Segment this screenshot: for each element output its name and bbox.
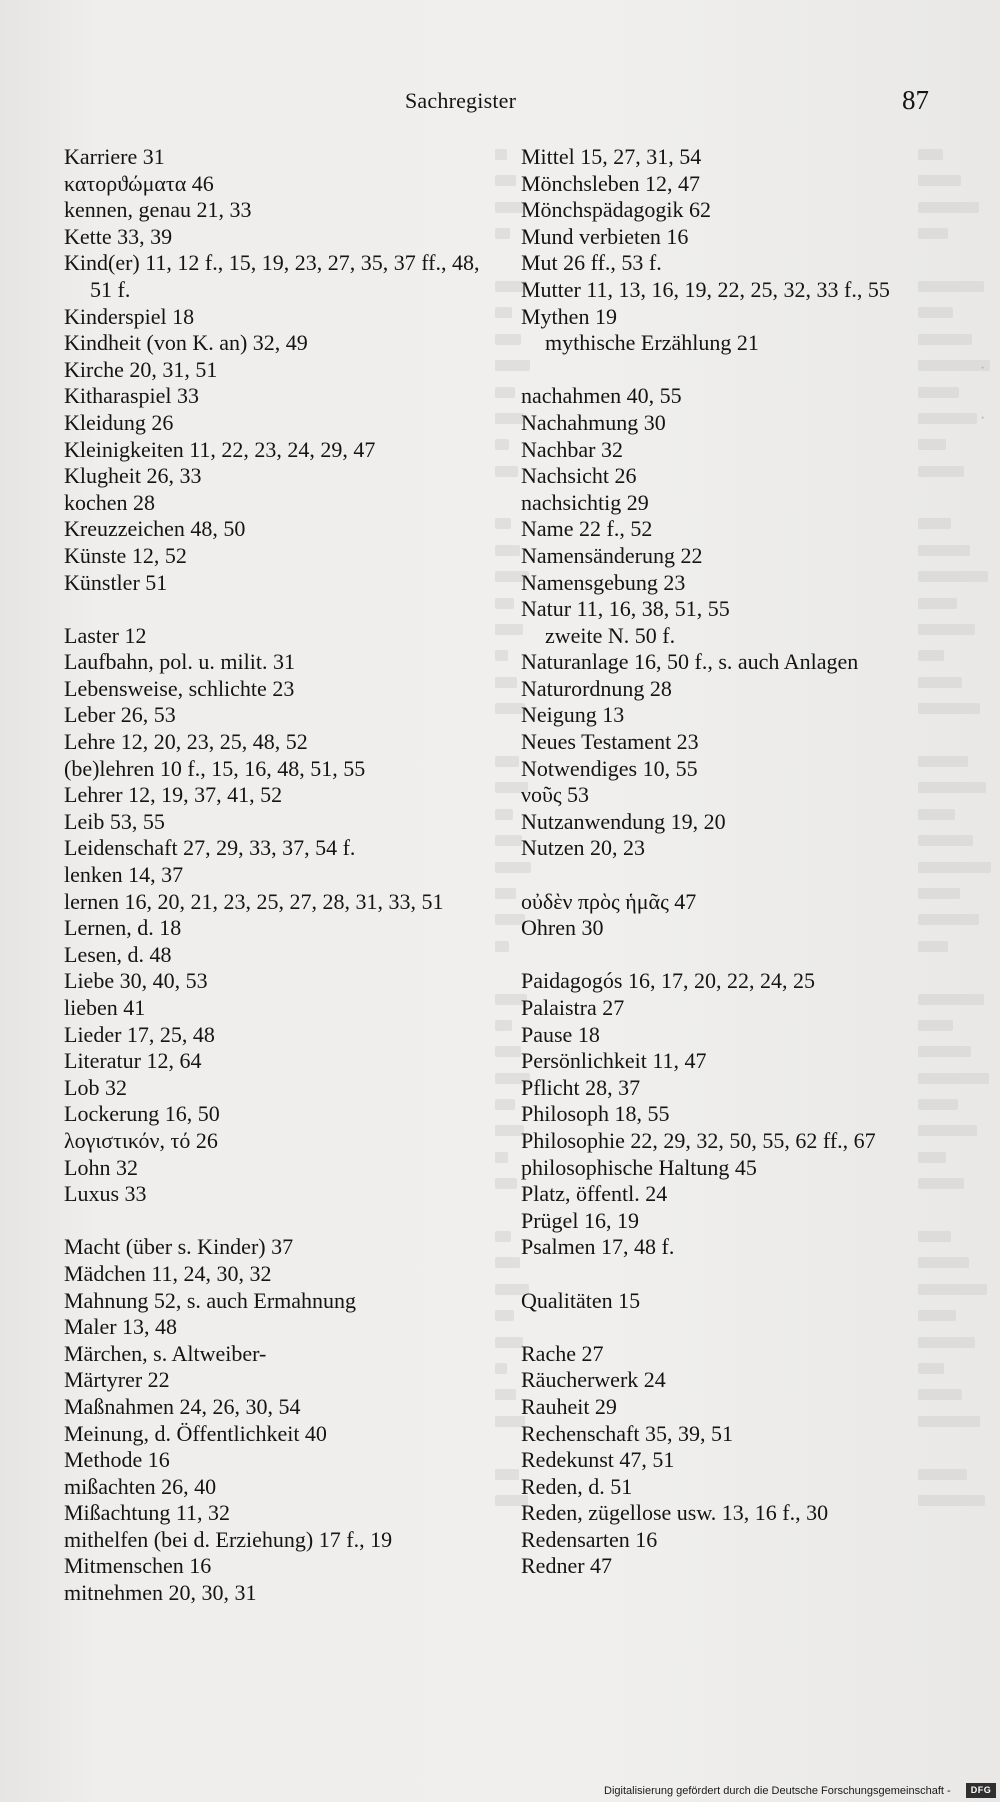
index-entry: Kindheit (von K. an) 32, 49 bbox=[64, 330, 308, 356]
index-entry: Redner 47 bbox=[521, 1553, 613, 1579]
index-entry: mithelfen (bei d. Erziehung) 17 f., 19 bbox=[64, 1526, 393, 1552]
index-entry: Lernen, d. 18 bbox=[64, 915, 182, 941]
index-entry: Redensarten 16 bbox=[521, 1526, 658, 1552]
index-entry: (be)lehren 10 f., 15, 16, 48, 51, 55 bbox=[64, 755, 366, 781]
index-entry: Kirche 20, 31, 51 bbox=[64, 356, 218, 382]
index-entry: Redekunst 47, 51 bbox=[521, 1447, 675, 1473]
index-entry: Nutzen 20, 23 bbox=[521, 835, 646, 861]
margin-dot: · bbox=[980, 410, 986, 427]
index-entry: Luxus 33 bbox=[64, 1181, 147, 1207]
index-entry: Kitharaspiel 33 bbox=[64, 383, 200, 409]
index-entry: Kleinigkeiten 11, 22, 23, 24, 29, 47 bbox=[64, 436, 376, 462]
index-entry: Mönchsleben 12, 47 bbox=[521, 170, 701, 196]
index-entry: Paidagogós 16, 17, 20, 22, 24, 25 bbox=[521, 968, 815, 994]
index-entry: Philosophie 22, 29, 32, 50, 55, 62 ff., 67 bbox=[521, 1127, 876, 1153]
index-entry: Ohren 30 bbox=[521, 915, 604, 941]
index-entry: Pause 18 bbox=[521, 1021, 600, 1047]
ghost-bar bbox=[495, 228, 510, 239]
index-column-left bbox=[64, 144, 494, 1607]
index-entry: Neigung 13 bbox=[521, 702, 625, 728]
index-entry: Naturordnung 28 bbox=[521, 675, 672, 701]
index-entry: Reden, d. 51 bbox=[521, 1473, 633, 1499]
index-entry: Klugheit 26, 33 bbox=[64, 463, 202, 489]
letter-group-gap bbox=[521, 862, 941, 889]
index-entry: Maßnahmen 24, 26, 30, 54 bbox=[64, 1393, 301, 1419]
index-entry: Name 22 f., 52 bbox=[521, 516, 653, 542]
index-entry: Mitmenschen 16 bbox=[64, 1553, 212, 1579]
letter-group-gap bbox=[64, 596, 494, 623]
index-entry: lieben 41 bbox=[64, 995, 146, 1020]
running-header bbox=[0, 85, 1000, 128]
index-entry: Prügel 16, 19 bbox=[521, 1207, 639, 1233]
index-entry: Laster 12 bbox=[64, 622, 147, 648]
index-entry: mißachten 26, 40 bbox=[64, 1473, 217, 1499]
ghost-bar bbox=[495, 1152, 508, 1163]
index-subentry: mythische Erzählung 21 bbox=[545, 330, 759, 356]
margin-dot: · bbox=[980, 360, 986, 377]
index-entry: Mutter 11, 13, 16, 19, 22, 25, 32, 33 f., 55 bbox=[521, 276, 890, 302]
index-entry: Qualitäten 15 bbox=[521, 1287, 641, 1313]
index-entry: Neues Testament 23 bbox=[521, 729, 699, 755]
index-entry: Räucherwerk 24 bbox=[521, 1367, 666, 1393]
index-entry: Künste 12, 52 bbox=[64, 542, 187, 568]
ghost-bar bbox=[495, 941, 509, 952]
index-entry: Leidenschaft 27, 29, 33, 37, 54 f. bbox=[64, 835, 356, 861]
index-column-right bbox=[521, 144, 941, 1580]
index-entry: Nachbar 32 bbox=[521, 436, 624, 462]
ghost-bar bbox=[495, 677, 517, 688]
index-entry: Lohn 32 bbox=[64, 1154, 138, 1180]
ghost-bar bbox=[495, 1469, 519, 1480]
ghost-bar bbox=[495, 1337, 523, 1348]
ghost-bar bbox=[495, 175, 516, 186]
index-entry: Mädchen 11, 24, 30, 32 bbox=[64, 1260, 272, 1286]
index-entry: Kette 33, 39 bbox=[64, 223, 173, 249]
index-entry: Kinderspiel 18 bbox=[64, 303, 195, 329]
ghost-bar bbox=[495, 439, 509, 450]
ghost-bar bbox=[495, 387, 515, 398]
index-entry: Leib 53, 55 bbox=[64, 808, 165, 834]
index-entry: Mittel 15, 27, 31, 54 bbox=[521, 144, 702, 169]
ghost-bar bbox=[495, 650, 508, 661]
letter-group-gap bbox=[521, 1314, 941, 1341]
ghost-bar bbox=[495, 624, 523, 635]
dfg-logo: DFG bbox=[966, 1783, 996, 1798]
index-entry: Leber 26, 53 bbox=[64, 702, 176, 728]
index-entry: Lesen, d. 48 bbox=[64, 941, 172, 967]
index-entry: Naturanlage 16, 50 f., s. auch Anlagen bbox=[521, 649, 859, 675]
index-entry: Maler 13, 48 bbox=[64, 1314, 178, 1340]
index-entry: Macht (über s. Kinder) 37 bbox=[64, 1234, 294, 1260]
index-entry: Rauheit 29 bbox=[521, 1393, 617, 1419]
index-entry: Platz, öffentl. 24 bbox=[521, 1181, 668, 1207]
index-entry: Kind(er) 11, 12 f., 15, 19, 23, 27, 35, 37 ff., 48, 51 f. bbox=[64, 250, 480, 302]
index-entry: Laufbahn, pol. u. milit. 31 bbox=[64, 649, 295, 675]
index-entry: Namensänderung 22 bbox=[521, 542, 703, 568]
index-entry: Kleidung 26 bbox=[64, 409, 174, 435]
ghost-bar bbox=[495, 307, 512, 318]
ghost-bar bbox=[495, 888, 516, 899]
ghost-bar bbox=[495, 1125, 524, 1136]
ghost-bar bbox=[495, 545, 520, 556]
index-entry: Mythen 19 bbox=[521, 303, 617, 329]
index-entry: Kreuzzeichen 48, 50 bbox=[64, 516, 246, 542]
index-entry: Lockerung 16, 50 bbox=[64, 1101, 220, 1127]
index-entry: Natur 11, 16, 38, 51, 55 bbox=[521, 596, 730, 622]
index-entry: Lob 32 bbox=[64, 1074, 127, 1100]
ghost-bar bbox=[495, 149, 507, 160]
ghost-bar bbox=[495, 835, 522, 846]
ghost-bar bbox=[495, 518, 511, 529]
index-entry: kochen 28 bbox=[64, 489, 156, 515]
index-entry: Persönlichkeit 11, 47 bbox=[521, 1048, 707, 1074]
footer-text: Digitalisierung gefördert durch die Deutsche Forschungsgemeinschaft - bbox=[604, 1785, 951, 1797]
index-entry: Märchen, s. Altweiber- bbox=[64, 1340, 267, 1366]
letter-group-gap bbox=[521, 1261, 941, 1288]
index-entry: Notwendiges 10, 55 bbox=[521, 755, 698, 781]
index-entry: Mißachtung 11, 32 bbox=[64, 1500, 230, 1526]
ghost-bar bbox=[495, 1310, 514, 1321]
index-entry: Mönchspädagogik 62 bbox=[521, 197, 712, 223]
index-entry: lernen 16, 20, 21, 23, 25, 27, 28, 31, 33, 51 bbox=[64, 888, 444, 914]
index-subentry: zweite N. 50 f. bbox=[545, 622, 676, 648]
index-entry: mitnehmen 20, 30, 31 bbox=[64, 1580, 257, 1606]
index-entry: Lehre 12, 20, 23, 25, 48, 52 bbox=[64, 729, 308, 755]
index-entry: νοῦς 53 bbox=[521, 782, 590, 808]
ghost-bar bbox=[495, 1099, 515, 1110]
ghost-bar bbox=[495, 334, 521, 345]
index-entry: κατορϑώματα 46 bbox=[64, 170, 214, 196]
letter-group-gap bbox=[64, 1208, 494, 1235]
index-entry: Methode 16 bbox=[64, 1447, 170, 1473]
index-entry: Palaistra 27 bbox=[521, 995, 625, 1020]
ghost-bar bbox=[495, 756, 519, 767]
ghost-bar bbox=[495, 1178, 517, 1189]
index-entry: οὐδὲν πρὸς ἡμᾶς 47 bbox=[521, 888, 697, 914]
ghost-bar bbox=[495, 1257, 520, 1268]
digitization-footer bbox=[604, 1781, 1000, 1802]
index-entry: Lieder 17, 25, 48 bbox=[64, 1021, 215, 1047]
index-entry: Literatur 12, 64 bbox=[64, 1048, 202, 1074]
index-entry: Rache 27 bbox=[521, 1340, 604, 1366]
index-entry: Reden, zügellose usw. 13, 16 f., 30 bbox=[521, 1500, 829, 1526]
letter-group-gap bbox=[521, 942, 941, 969]
index-entry: Mahnung 52, s. auch Ermahnung bbox=[64, 1287, 357, 1313]
ghost-bar bbox=[495, 1020, 512, 1031]
index-entry: lenken 14, 37 bbox=[64, 862, 184, 888]
ghost-bar bbox=[495, 598, 514, 609]
index-entry: Psalmen 17, 48 f. bbox=[521, 1234, 675, 1260]
index-entry: Mut 26 ff., 53 f. bbox=[521, 250, 662, 276]
index-entry: Märtyrer 22 bbox=[64, 1367, 170, 1393]
ghost-bar bbox=[495, 809, 513, 820]
index-entry: Rechenschaft 35, 39, 51 bbox=[521, 1420, 733, 1446]
index-entry: Liebe 30, 40, 53 bbox=[64, 968, 208, 994]
index-entry: Meinung, d. Öffentlichkeit 40 bbox=[64, 1420, 327, 1446]
ghost-bar bbox=[495, 413, 524, 424]
index-entry: Nachsicht 26 bbox=[521, 463, 637, 489]
index-entry: nachahmen 40, 55 bbox=[521, 383, 682, 409]
ghost-bar bbox=[495, 1363, 507, 1374]
index-entry: Lebensweise, schlichte 23 bbox=[64, 675, 295, 701]
index-entry: Künstler 51 bbox=[64, 569, 168, 595]
index-entry: Namensgebung 23 bbox=[521, 569, 686, 595]
ghost-bar bbox=[495, 1389, 516, 1400]
index-entry: Mund verbieten 16 bbox=[521, 223, 689, 249]
page-title: Sachregister bbox=[405, 88, 517, 113]
index-entry: Philosoph 18, 55 bbox=[521, 1101, 670, 1127]
index-entry: nachsichtig 29 bbox=[521, 489, 649, 515]
index-entry: Karriere 31 bbox=[64, 144, 165, 169]
index-entry: kennen, genau 21, 33 bbox=[64, 197, 252, 223]
ghost-bar bbox=[495, 466, 518, 477]
ghost-bar bbox=[495, 1231, 511, 1242]
page-number: 87 bbox=[902, 85, 929, 115]
index-entry: Nutzanwendung 19, 20 bbox=[521, 808, 726, 834]
index-entry: Nachahmung 30 bbox=[521, 409, 666, 435]
letter-group-gap bbox=[521, 357, 941, 384]
index-entry: λογιστικόν, τό 26 bbox=[64, 1127, 218, 1153]
index-entry: philosophische Haltung 45 bbox=[521, 1154, 757, 1180]
ghost-bar bbox=[495, 1046, 521, 1057]
index-entry: Lehrer 12, 19, 37, 41, 52 bbox=[64, 782, 283, 808]
index-entry: Pflicht 28, 37 bbox=[521, 1074, 641, 1100]
